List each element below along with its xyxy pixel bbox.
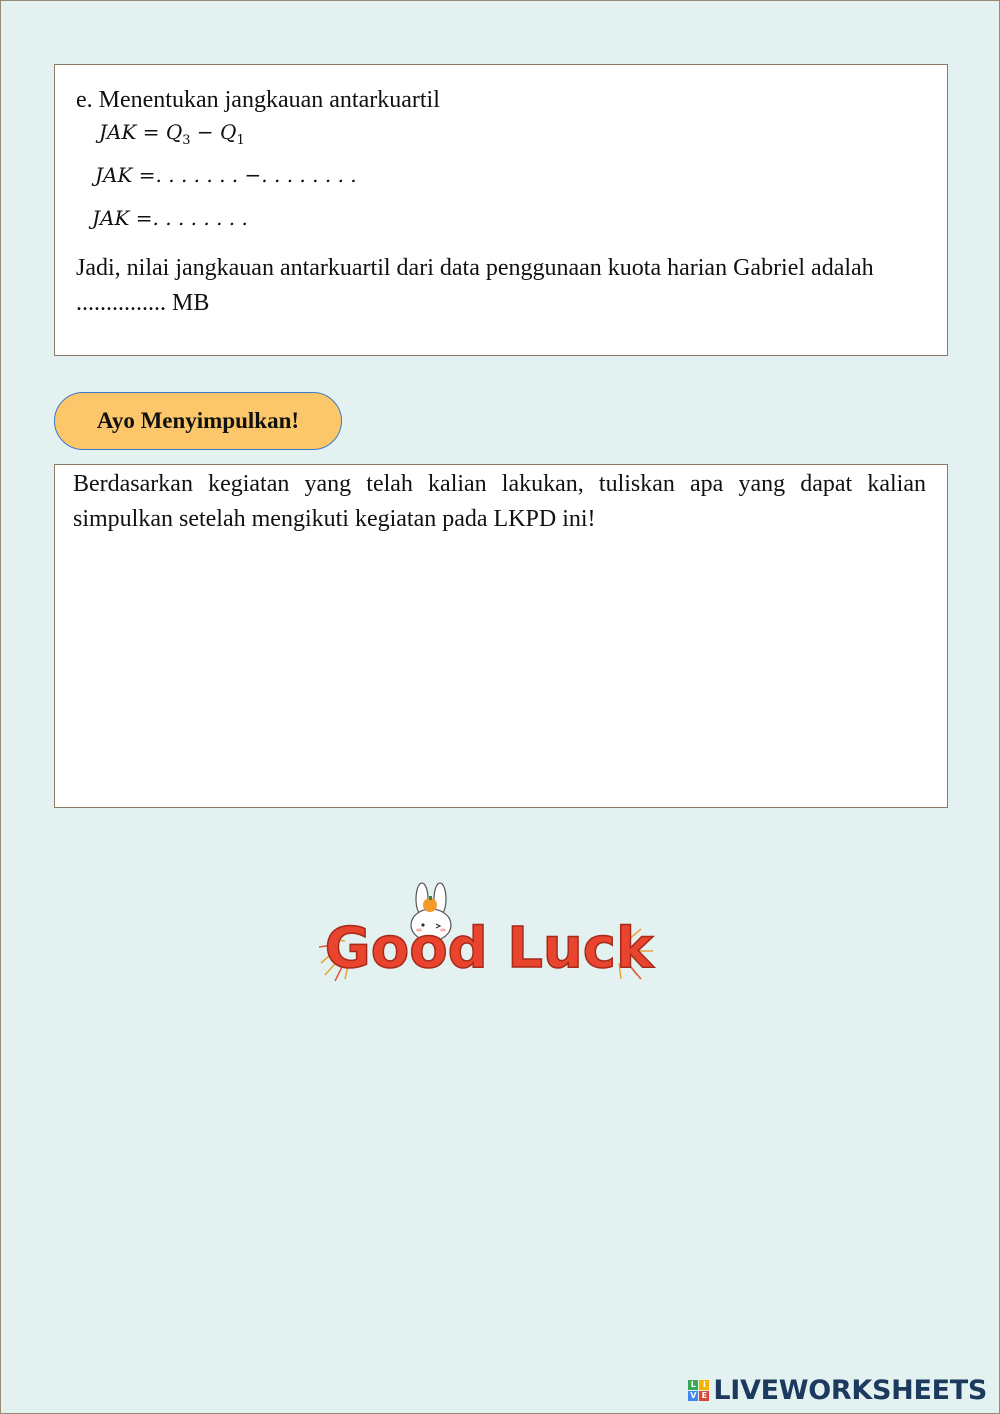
good-luck-text: Good Luck [324,916,654,981]
formula-jak-mid: − Q [190,120,237,144]
section-e-box [54,64,948,356]
good-luck-illustration [319,879,659,989]
logo-letter-v: V [690,1391,697,1400]
formula-jak-substitution: JAK =. . . . . . . −. . . . . . . . [95,163,357,187]
formula-jak-lhs: JAK = Q [99,120,183,144]
ayo-menyimpulkan-label: Ayo Menyimpulkan! [54,392,342,450]
section-e-heading: e. Menentukan jangkauan antarkuartil [76,87,440,113]
liveworksheets-logo[interactable] [688,1375,987,1406]
logo-letter-i: I [699,1380,709,1390]
section-e-conclusion: Jadi, nilai jangkauan antarkuartil dari data penggunaan kuota harian Gabriel adalah ............... MB [76,255,874,316]
conclusion-answer-box[interactable] [54,464,948,808]
logo-letter-l: L [688,1380,698,1390]
formula-jak-sub-3: 3 [182,133,191,148]
liveworksheets-grid-icon [688,1380,709,1401]
conclusion-prompt: Berdasarkan kegiatan yang telah kalian lakukan, tuliskan apa yang dapat kalian simpulkan setelah mengikuti kegiatan pada LKPD ini! [73,471,926,532]
formula-jak [99,120,245,148]
logo-letter-e: E [699,1391,709,1401]
liveworksheets-logo-text: LIVEWORKSHEETS [713,1375,987,1406]
formula-jak-result: JAK =. . . . . . . . [92,206,248,230]
formula-jak-sub-1: 1 [236,133,245,148]
